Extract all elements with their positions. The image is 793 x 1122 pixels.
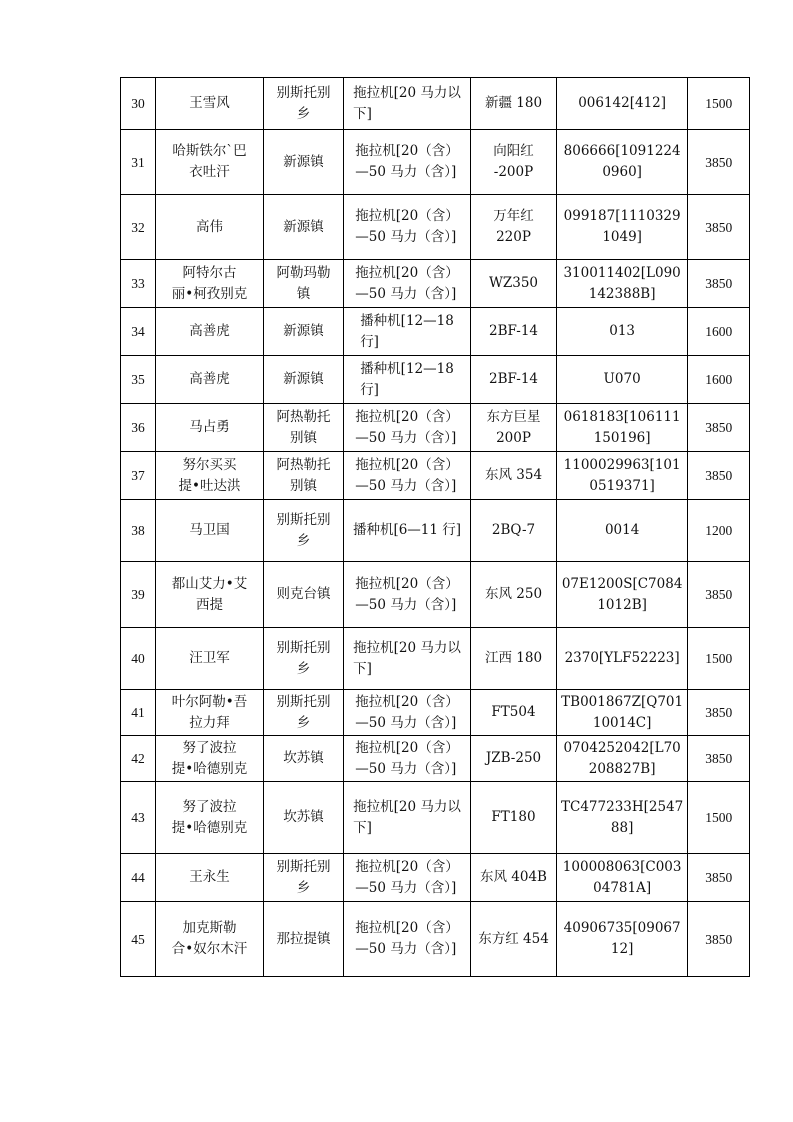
cell-town <box>264 782 344 854</box>
table-row <box>121 628 750 690</box>
cell-name <box>156 404 264 452</box>
cell-text: 拖拉机[20 马力以 下] <box>353 84 461 122</box>
cell-text: 高善虎 <box>189 371 230 387</box>
cell-text: 806666[1091224 0960] <box>563 143 681 180</box>
cell-amount <box>688 260 750 308</box>
cell-text: 拖拉机[20（含） —50 马力（含）] <box>355 858 459 896</box>
cell-text: 东风 250 <box>484 586 543 602</box>
cell-type <box>344 356 471 404</box>
cell-no <box>121 308 156 356</box>
cell-text: U070 <box>603 371 641 387</box>
cell-text: 汪卫军 <box>189 650 230 666</box>
cell-amount <box>688 562 750 628</box>
table-row <box>121 854 750 902</box>
cell-text: 新源镇 <box>283 371 324 387</box>
cell-model <box>471 500 557 562</box>
cell-model <box>471 902 557 977</box>
table-row <box>121 404 750 452</box>
cell-amount <box>688 452 750 500</box>
cell-serial <box>557 195 688 260</box>
cell-text: 30 <box>131 96 145 111</box>
cell-name <box>156 690 264 736</box>
cell-serial <box>557 308 688 356</box>
cell-town <box>264 195 344 260</box>
cell-amount <box>688 195 750 260</box>
cell-text: 42 <box>131 751 145 766</box>
cell-text: 3850 <box>705 751 733 766</box>
cell-text: 拖拉机[20（含） —50 马力（含）] <box>355 408 459 446</box>
table-row <box>121 78 750 130</box>
cell-text: 1600 <box>705 372 733 387</box>
cell-name <box>156 562 264 628</box>
table-row <box>121 452 750 500</box>
cell-type <box>344 78 471 130</box>
table-body <box>121 78 750 977</box>
cell-text: 新疆 180 <box>484 95 543 111</box>
cell-text: 拖拉机[20（含） —50 马力（含）] <box>355 264 459 302</box>
cell-text: 拖拉机[20 马力以 下] <box>353 798 461 836</box>
cell-town <box>264 260 344 308</box>
cell-no <box>121 690 156 736</box>
cell-type <box>344 628 471 690</box>
cell-serial <box>557 130 688 195</box>
cell-text: 别斯托别 乡 <box>276 693 331 731</box>
cell-model <box>471 562 557 628</box>
cell-text: 2BF-14 <box>488 371 538 387</box>
cell-serial <box>557 902 688 977</box>
cell-text: 阿勒玛勒 镇 <box>276 264 331 302</box>
cell-text: TB001867Z[Q701 10014C] <box>561 693 684 731</box>
cell-type <box>344 130 471 195</box>
cell-text: 34 <box>131 324 145 339</box>
cell-text: 都山艾力•艾 西提 <box>171 575 248 613</box>
cell-no <box>121 854 156 902</box>
cell-serial <box>557 782 688 854</box>
cell-serial <box>557 404 688 452</box>
cell-type <box>344 782 471 854</box>
cell-text: 高伟 <box>196 218 223 235</box>
cell-text: 2BF-14 <box>488 323 538 339</box>
cell-town <box>264 130 344 195</box>
cell-text: 41 <box>131 705 145 720</box>
cell-text: 39 <box>131 587 145 602</box>
cell-text: JZB-250 <box>485 750 542 766</box>
cell-text: 拖拉机[20（含） —50 马力（含）] <box>355 143 459 180</box>
cell-text: 新源镇 <box>283 153 324 170</box>
cell-text: 那拉提镇 <box>276 930 331 947</box>
cell-no <box>121 356 156 404</box>
cell-model <box>471 308 557 356</box>
cell-text: 东风 404B <box>480 869 547 885</box>
cell-town <box>264 628 344 690</box>
cell-text: 哈斯铁尔`巴 衣吐汗 <box>172 143 247 180</box>
cell-text: 拖拉机[20（含） —50 马力（含）] <box>355 575 459 613</box>
cell-no <box>121 562 156 628</box>
table-row <box>121 690 750 736</box>
cell-no <box>121 902 156 977</box>
cell-text: 拖拉机[20（含） —50 马力（含）] <box>355 693 459 731</box>
cell-name <box>156 78 264 130</box>
cell-amount <box>688 500 750 562</box>
cell-text: 万年红 220P <box>493 208 534 245</box>
cell-text: 3850 <box>705 154 733 170</box>
cell-model <box>471 690 557 736</box>
cell-model <box>471 782 557 854</box>
cell-name <box>156 628 264 690</box>
cell-text: 35 <box>131 372 145 387</box>
cell-no <box>121 500 156 562</box>
cell-no <box>121 404 156 452</box>
cell-text: 别斯托别 乡 <box>276 511 331 549</box>
cell-model <box>471 195 557 260</box>
cell-serial <box>557 562 688 628</box>
cell-text: 东风 354 <box>484 467 543 483</box>
cell-text: 1200 <box>705 523 733 538</box>
cell-type <box>344 500 471 562</box>
cell-text: 马卫国 <box>189 522 230 538</box>
cell-text: 拖拉机[20（含） —50 马力（含）] <box>355 920 459 957</box>
cell-text: 3850 <box>705 468 733 483</box>
cell-text: 44 <box>131 870 145 885</box>
cell-text: 播种机[6—11 行] <box>352 522 462 538</box>
cell-name <box>156 736 264 782</box>
cell-town <box>264 356 344 404</box>
cell-serial <box>557 78 688 130</box>
cell-name <box>156 854 264 902</box>
table-row <box>121 562 750 628</box>
cell-text: 新源镇 <box>283 323 324 339</box>
cell-town <box>264 562 344 628</box>
cell-text: 3850 <box>705 276 733 291</box>
cell-no <box>121 260 156 308</box>
cell-text: 100008063[C003 04781A] <box>562 858 682 896</box>
cell-name <box>156 902 264 977</box>
cell-serial <box>557 690 688 736</box>
cell-text: 阿热勒托 别镇 <box>276 456 331 494</box>
cell-no <box>121 452 156 500</box>
cell-no <box>121 130 156 195</box>
cell-text: 新源镇 <box>283 218 324 235</box>
cell-amount <box>688 782 750 854</box>
cell-text: 高善虎 <box>189 323 230 339</box>
cell-town <box>264 452 344 500</box>
cell-amount <box>688 690 750 736</box>
cell-text: 努了波拉 提•哈德别克 <box>171 798 248 836</box>
cell-text: 1100029963[101 0519371] <box>563 456 681 494</box>
cell-name <box>156 260 264 308</box>
cell-town <box>264 404 344 452</box>
cell-name <box>156 308 264 356</box>
cell-text: 加克斯勒 合•奴尔木汗 <box>171 920 248 957</box>
cell-text: 40 <box>131 651 145 666</box>
cell-text: 努尔买买 提•吐达洪 <box>178 456 241 494</box>
cell-text: 播种机[12—18 行] <box>360 360 454 398</box>
cell-name <box>156 356 264 404</box>
cell-text: 播种机[12—18 行] <box>360 312 454 350</box>
cell-serial <box>557 260 688 308</box>
cell-no <box>121 782 156 854</box>
cell-serial <box>557 356 688 404</box>
cell-town <box>264 902 344 977</box>
cell-type <box>344 562 471 628</box>
cell-amount <box>688 308 750 356</box>
cell-text: 1500 <box>705 651 733 666</box>
cell-text: 马占勇 <box>189 419 230 435</box>
table-row <box>121 308 750 356</box>
cell-text: 36 <box>131 420 145 435</box>
cell-text: 3850 <box>705 420 733 435</box>
cell-text: 王永生 <box>189 869 230 885</box>
cell-name <box>156 130 264 195</box>
cell-name <box>156 500 264 562</box>
cell-text: 1600 <box>705 324 733 339</box>
cell-text: 阿热勒托 别镇 <box>276 408 331 446</box>
cell-text: 江西 180 <box>484 650 543 666</box>
cell-model <box>471 130 557 195</box>
cell-model <box>471 736 557 782</box>
table-row <box>121 736 750 782</box>
cell-text: 别斯托别 乡 <box>276 84 331 122</box>
cell-text: 叶尔阿勒•吾 拉力拜 <box>171 693 248 731</box>
cell-town <box>264 78 344 130</box>
cell-text: 3850 <box>705 870 733 885</box>
cell-text: 1500 <box>705 810 733 825</box>
cell-text: 坎苏镇 <box>283 750 324 766</box>
table-row <box>121 782 750 854</box>
cell-text: 东方巨星 200P <box>486 408 541 446</box>
cell-town <box>264 690 344 736</box>
cell-type <box>344 854 471 902</box>
cell-model <box>471 78 557 130</box>
cell-serial <box>557 452 688 500</box>
cell-amount <box>688 356 750 404</box>
cell-amount <box>688 404 750 452</box>
cell-text: 310011402[L090 142388B] <box>563 264 681 302</box>
cell-text: 拖拉机[20（含） —50 马力（含）] <box>355 739 459 777</box>
cell-no <box>121 195 156 260</box>
cell-text: 07E1200S[C7084 1012B] <box>561 575 683 613</box>
cell-name <box>156 195 264 260</box>
cell-model <box>471 260 557 308</box>
table-row <box>121 195 750 260</box>
cell-text: 38 <box>131 523 145 538</box>
cell-text: 0618183[106111 150196] <box>563 408 681 446</box>
cell-text: 099187[1110329 1049] <box>563 208 681 245</box>
cell-type <box>344 260 471 308</box>
cell-text: 3850 <box>705 931 733 947</box>
cell-type <box>344 452 471 500</box>
cell-text: 拖拉机[20（含） —50 马力（含）] <box>355 456 459 494</box>
cell-serial <box>557 500 688 562</box>
cell-model <box>471 452 557 500</box>
cell-text: 向阳红 -200P <box>493 143 534 180</box>
cell-text: 006142[412] <box>578 95 667 111</box>
cell-type <box>344 404 471 452</box>
cell-type <box>344 902 471 977</box>
cell-model <box>471 628 557 690</box>
cell-type <box>344 736 471 782</box>
cell-text: 拖拉机[20 马力以 下] <box>353 639 461 677</box>
cell-text: 王雪风 <box>189 95 230 111</box>
cell-text: 别斯托别 乡 <box>276 639 331 677</box>
cell-town <box>264 308 344 356</box>
cell-model <box>471 854 557 902</box>
cell-no <box>121 78 156 130</box>
cell-text: 阿特尔古 丽•柯孜别克 <box>171 264 248 302</box>
cell-text: 2BQ-7 <box>491 522 536 538</box>
cell-text: 0704252042[L70 208827B] <box>563 739 681 777</box>
cell-serial <box>557 854 688 902</box>
cell-town <box>264 736 344 782</box>
cell-text: 40906735[09067 12] <box>563 920 681 957</box>
cell-text: WZ350 <box>488 275 539 291</box>
subsidy-table <box>120 77 750 977</box>
table-row <box>121 356 750 404</box>
cell-amount <box>688 902 750 977</box>
cell-type <box>344 308 471 356</box>
cell-town <box>264 854 344 902</box>
cell-amount <box>688 628 750 690</box>
table-row <box>121 902 750 977</box>
cell-text: 33 <box>131 276 145 291</box>
cell-no <box>121 628 156 690</box>
cell-text: 37 <box>131 468 145 483</box>
cell-text: FT504 <box>491 704 536 720</box>
table-row <box>121 500 750 562</box>
cell-serial <box>557 628 688 690</box>
cell-text: 43 <box>131 810 145 825</box>
cell-text: 2370[YLF52223] <box>564 650 680 666</box>
cell-text: 45 <box>131 931 145 947</box>
cell-text: 则克台镇 <box>276 586 331 602</box>
cell-text: 拖拉机[20（含） —50 马力（含）] <box>355 208 459 245</box>
cell-amount <box>688 130 750 195</box>
cell-amount <box>688 78 750 130</box>
cell-text: FT180 <box>491 809 536 825</box>
cell-text: 坎苏镇 <box>283 809 324 825</box>
cell-text: 努了波拉 提•哈德别克 <box>171 739 248 777</box>
cell-text: 1500 <box>705 96 733 111</box>
cell-type <box>344 195 471 260</box>
cell-text: 3850 <box>705 587 733 602</box>
cell-amount <box>688 854 750 902</box>
cell-model <box>471 404 557 452</box>
cell-text: 3850 <box>705 705 733 720</box>
cell-text: 东方红 454 <box>478 930 549 947</box>
cell-text: 0014 <box>604 522 640 538</box>
table-row <box>121 130 750 195</box>
table-row <box>121 260 750 308</box>
cell-serial <box>557 736 688 782</box>
cell-name <box>156 452 264 500</box>
cell-text: 3850 <box>705 219 733 235</box>
cell-amount <box>688 736 750 782</box>
cell-type <box>344 690 471 736</box>
cell-name <box>156 782 264 854</box>
cell-model <box>471 356 557 404</box>
cell-text: 013 <box>609 323 636 339</box>
cell-town <box>264 500 344 562</box>
cell-text: TC477233H[2547 88] <box>561 798 684 836</box>
cell-text: 别斯托别 乡 <box>276 858 331 896</box>
cell-text: 32 <box>131 219 145 235</box>
cell-no <box>121 736 156 782</box>
cell-text: 31 <box>131 154 145 170</box>
